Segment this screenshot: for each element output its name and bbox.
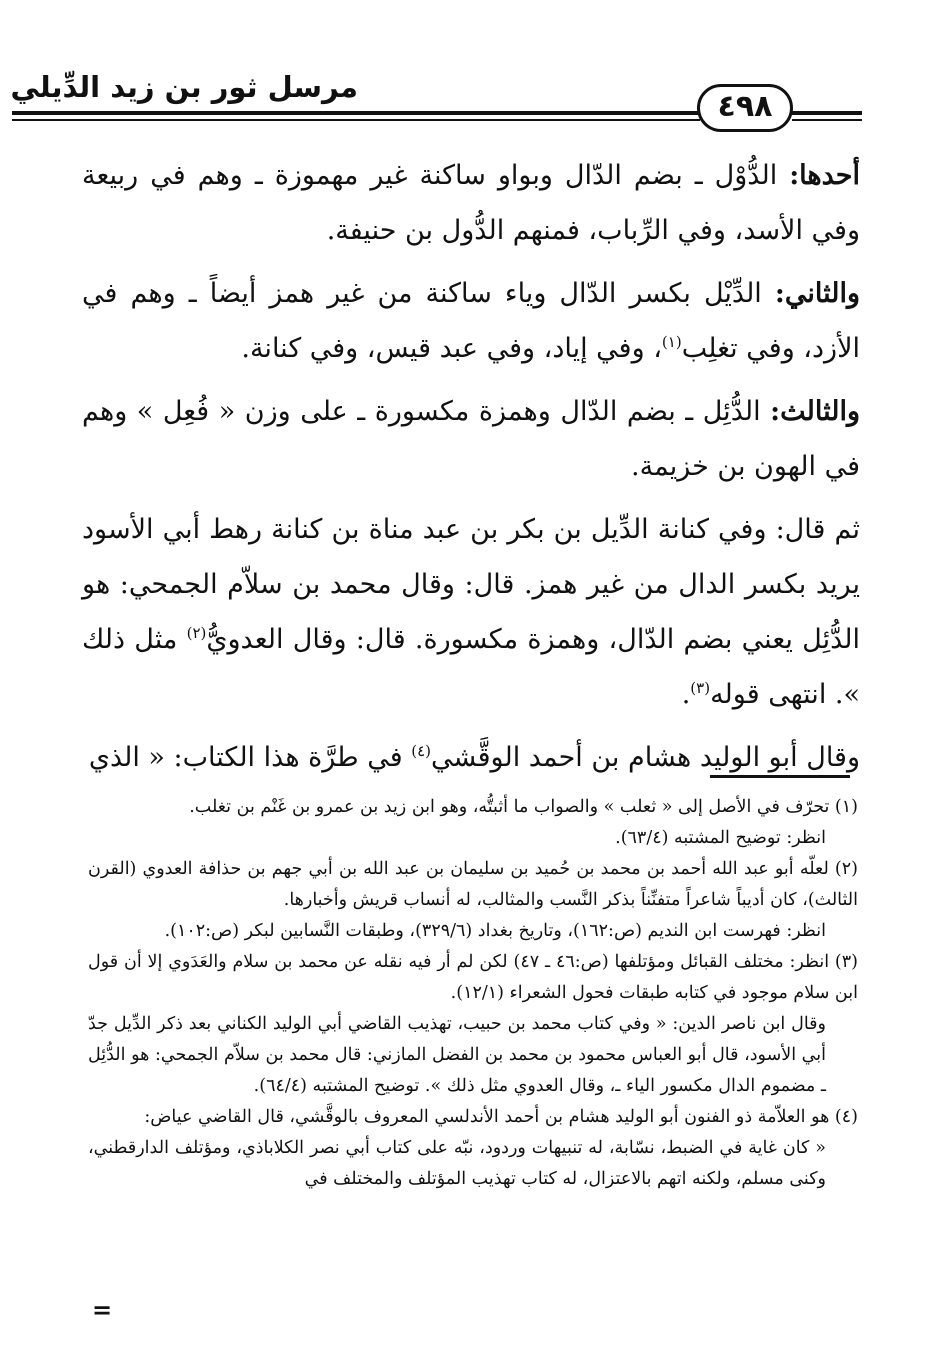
- paragraph-4-text-b: مثل ذلك ». انتهى قوله: [82, 624, 860, 710]
- footnotes: [88, 792, 858, 1195]
- paragraph-3: [82, 384, 860, 494]
- main-text: [82, 148, 860, 793]
- footnote-4: (٤) هو العلاّمة ذو الفنون أبو الوليد هشام بن أحمد الأندلسي المعروف بالوقَّشي، قال القاضي عياض:: [144, 1107, 858, 1127]
- footnote-ref-3: (٣): [690, 679, 711, 697]
- footnote-ref-2: (٢): [186, 624, 207, 642]
- paragraph-1-text: الدُّوْل ـ بضم الدّال وبواو ساكنة غير مهموزة ـ وهم في ربيعة وفي الأسد، وفي الرِّباب، فمنهم الدُّول بن حنيفة.: [82, 160, 860, 246]
- paragraph-1-lead: أحدها:: [789, 160, 860, 191]
- page-number: ٤٩٨: [697, 84, 793, 132]
- paragraph-2: [82, 266, 860, 376]
- continuation-mark: =: [92, 1296, 113, 1324]
- paragraph-3-lead: والثالث:: [770, 396, 860, 427]
- footnote-2: (٢) لعلّه أبو عبد الله أحمد بن محمد بن حُميد بن سليمان بن عبد الله بن أبي جهم بن حذافة العدوي (القرن الثالث)، كان أديباً شاعراً متفنِّناً بذكر النَّسب والمثالب، له أنساب قريش وأخبارها.: [88, 859, 858, 910]
- header-rule-thick-right: [792, 111, 862, 115]
- footnote-1: (١) تحرّف في الأصل إلى « ثعلب » والصواب ما أثبتُّه، وهو ابن زيد بن عمرو بن غَنْم بن تغلب.: [189, 797, 858, 817]
- footnote-ref-4: (٤): [411, 742, 432, 760]
- paragraph-4-text-a: ثم قال: وفي كنانة الدِّيل بن بكر بن عبد مناة بن كنانة رهط أبي الأسود يريد بكسر الدال من غير همز. قال: وقال محمد بن سلاّم الجمحي: هو الدُّئِل يعني بضم الدّال، وهمزة مكسورة. قال: وقال العدويُّ: [82, 514, 860, 655]
- paragraph-2-text-b: ، وفي إياد، وفي عبد قيس، وفي كنانة.: [241, 333, 662, 364]
- footnote-1-continued: انظر: توضيح المشتبه (٦٣/٤).: [615, 828, 826, 848]
- footnote-3-continued: وقال ابن ناصر الدين: « وفي كتاب محمد بن حبيب، تهذيب القاضي أبي الوليد الكناني بعد ذكر الدِّيل جدّ أبي الأسود، قال أبو العباس محمود بن محمد بن الفضل المازني: قال محمد بن سلاّم الجمحي: هو الدُّئِل ـ مضموم الدال مكسور الياء ـ، وقال العدوي مثل ذلك ». توضيح المشتبه (٦٤/٤).: [88, 1014, 826, 1096]
- header-rule-thin-left: [12, 119, 700, 121]
- paragraph-5-text-a: وقال أبو الوليد هشام بن أحمد الوقَّشي: [431, 742, 860, 773]
- footnote-2-continued: انظر: فهرست ابن النديم (ص:١٦٢)، وتاريخ بغداد (٣٢٩/٦)، وطبقات النَّسابين لبكر (ص:١٠٢).: [164, 921, 826, 941]
- paragraph-3-text: الدُّئِل ـ بضم الدّال وهمزة مكسورة ـ على وزن « فُعِل » وهم في الهون بن خزيمة.: [82, 396, 860, 482]
- paragraph-4-text-c: .: [681, 679, 691, 710]
- footnote-3: (٣) انظر: مختلف القبائل ومؤتلفها (ص:٤٦ ـ ٤٧) لكن لم أر فيه نقله عن محمد بن سلام والعَدَوي إلا أن قول ابن سلام موجود في كتابه طبقات فحول الشعراء (١٢/١).: [88, 952, 858, 1003]
- paragraph-4: [82, 502, 860, 722]
- footnote-4-continued: « كان غاية في الضبط، نسّابة، له تنبيهات وردود، نبّه على كتاب أبي نصر الكلاباذي، ومؤتلف الدارقطني، وكنى مسلم، ولكنه اتهم بالاعتزال، له كتاب تهذيب المؤتلف والمختلف في: [88, 1138, 826, 1189]
- footnote-ref-1: (١): [661, 333, 682, 351]
- paragraph-1: [82, 148, 860, 258]
- header-rule-thick-left: [12, 111, 700, 115]
- header-rule-thin-right: [792, 119, 862, 121]
- paragraph-2-text-a: الدِّيْل بكسر الدّال وياء ساكنة من غير همز أيضاً ـ وهم في الأزد، وفي تغلِب: [82, 278, 860, 364]
- running-title: مرسل ثور بن زيد الدِّيلي: [10, 70, 358, 104]
- paragraph-5-text-b: في طرَّة هذا الكتاب: « الذي: [88, 742, 412, 773]
- paragraph-2-lead: والثاني:: [774, 278, 860, 309]
- footnote-separator: [710, 775, 850, 778]
